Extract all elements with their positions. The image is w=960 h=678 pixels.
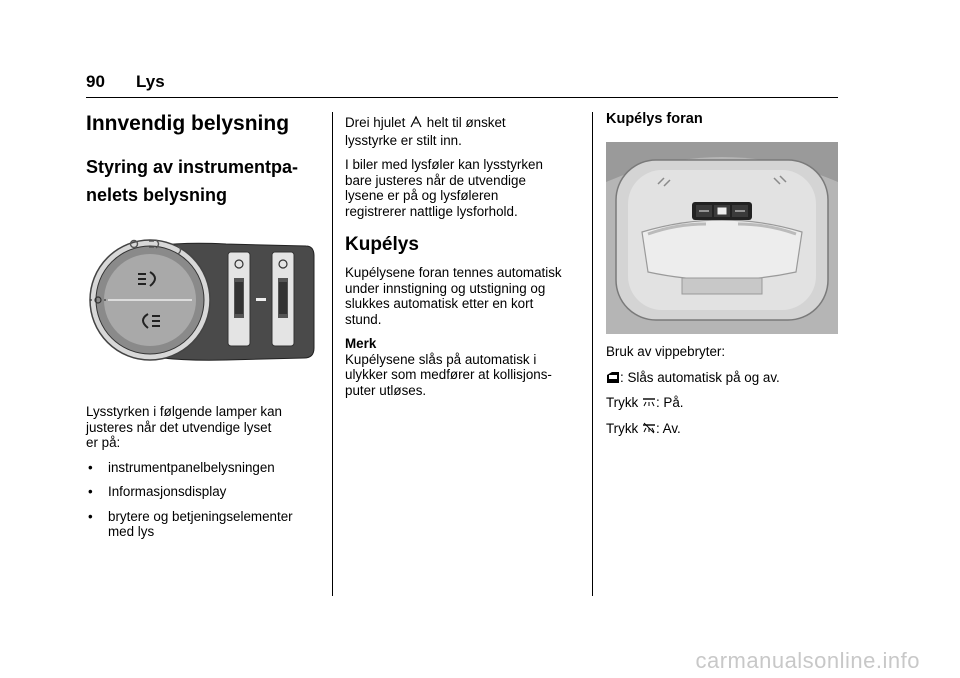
paragraph-line: lysstyrke er stilt inn. [345, 132, 462, 148]
paragraph-line: er på: [86, 435, 121, 450]
paragraph-line: I biler med lysføler kan lysstyrken [345, 157, 543, 172]
paragraph-line: Kupélysene foran tennes automatisk [345, 265, 562, 280]
header-rule [86, 97, 838, 98]
text-run: Drei hjulet [345, 115, 406, 130]
note-label: Merk [345, 336, 377, 351]
paragraph-line [606, 370, 838, 386]
text-run: : Slås automatisk på og av. [620, 369, 780, 385]
column-1 [86, 111, 326, 209]
column-1-body [86, 404, 326, 540]
page-number: 90 [86, 72, 105, 91]
section-title: Lys [136, 72, 165, 91]
door-icon [606, 371, 620, 384]
text-run: Trykk [606, 420, 639, 436]
subheading-line-2: nelets belysning [86, 185, 228, 205]
paragraph-line [345, 115, 585, 131]
paragraph-line: lysene er på og lysføleren [345, 188, 499, 203]
subheading-line-1: Styring av instrumentpa- [86, 157, 299, 177]
column-2 [345, 115, 585, 398]
lamp-on-icon [642, 396, 656, 408]
column-divider-2 [592, 112, 593, 596]
paragraph-line: justeres når det utvendige lyset [86, 419, 272, 435]
paragraph-line [606, 421, 838, 437]
paragraph-line: slukkes automatisk etter en kort [345, 296, 534, 311]
bullet-item-3: • brytere og betjeningselementer [86, 509, 326, 525]
bullet-item-1: • instrumentpanelbelysningen [86, 460, 326, 476]
lamp-off-icon [642, 422, 656, 434]
column-divider-1 [332, 112, 333, 596]
paragraph-line: ulykker som medfører at kollisjons- [345, 367, 552, 382]
column-3-body [606, 344, 838, 436]
paragraph-line: registrerer nattlige lysforhold. [345, 203, 518, 219]
column-3 [606, 112, 838, 128]
text-run: : På. [655, 395, 684, 410]
paragraph-line: Lysstyrken i følgende lamper kan [86, 404, 282, 419]
text-run: helt til ønsket [426, 115, 506, 130]
paragraph-line: Bruk av vippebryter: [606, 344, 726, 359]
text-run: Trykk [606, 395, 639, 410]
bullet-item-2: • Informasjonsdisplay [86, 484, 326, 500]
headlight-switch-illustration [86, 228, 316, 373]
paragraph-line: Kupélysene slås på automatisk i [345, 351, 537, 367]
paragraph-line: under innstigning og utstigning og [345, 280, 546, 296]
paragraph-line: stund. [345, 311, 382, 327]
main-heading: Innvendig belysning [86, 112, 290, 135]
text-run: : Av. [655, 420, 681, 436]
dimmer-wheel-icon [409, 115, 423, 129]
paragraph-line: bare justeres når de utvendige [345, 172, 526, 188]
paragraph-line [606, 395, 838, 411]
section-heading: Kupélys foran [606, 111, 703, 127]
watermark: carmanualsonline.info [695, 648, 920, 673]
bullet-item-3-continued: med lys [108, 524, 155, 539]
paragraph-line: puter utløses. [345, 382, 427, 398]
interior-light-illustration [606, 142, 838, 334]
section-heading: Kupélys [345, 234, 419, 255]
